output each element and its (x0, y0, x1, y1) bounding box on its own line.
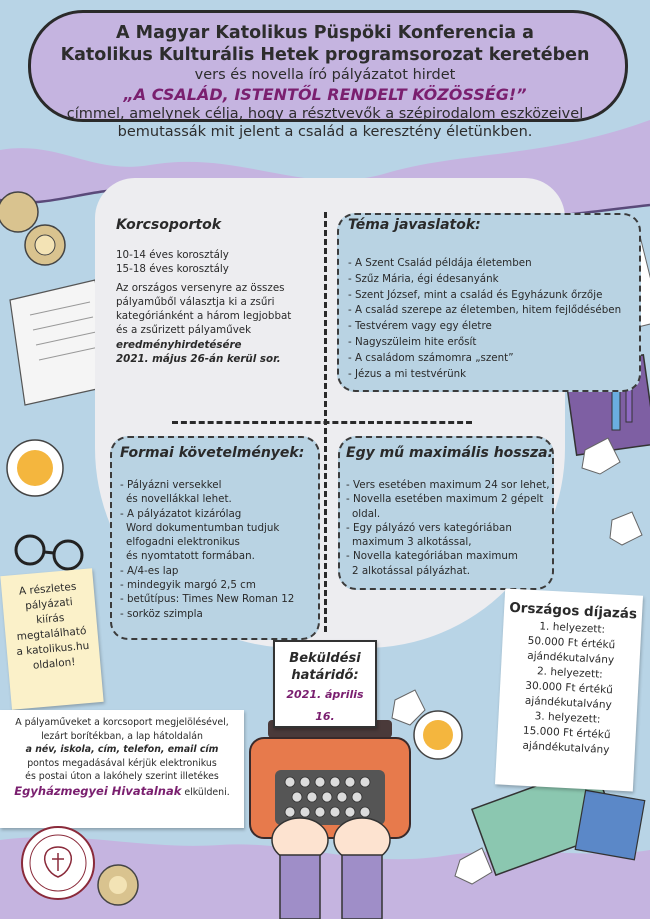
bekuldes-hivatal: Egyházmegyei Hivatalnak (14, 783, 182, 798)
hatarido-date: 2021. április 16. (286, 688, 364, 723)
korcsoportok-desc-2: pályaműből választja ki a zsűri (116, 295, 275, 308)
hossz-item-6: - Novella kategóriában maximum (346, 550, 518, 563)
hossz-item-1: - Vers esetében maximum 24 sor lehet, (346, 479, 550, 491)
hatarido-title1: Beküldési (289, 651, 361, 666)
hossz-item-3: oldal. (352, 507, 381, 520)
header-line4: címmel, amelynek célja, hogy a résztvevők a szépirodalom eszközeivel (66, 106, 584, 122)
formai-item-5: elfogadni elektronikus (126, 536, 240, 549)
formai-title: Formai követelmények: (120, 445, 305, 461)
dijazas-line1: 1. helyezett: (539, 620, 606, 636)
header-line5: bemutassák mit jelent a család a keresztény életünkben. (117, 124, 533, 140)
header-line1: A Magyar Katolikus Püspöki Konferencia a (116, 23, 534, 43)
hossz-item-7: 2 alkotással pályázhat. (352, 564, 471, 577)
hossz-item-2: - Novella esetében maximum 2 gépelt (346, 493, 544, 506)
reszletes-line4: megtalálható (16, 624, 87, 644)
hossz-item-5: maximum 3 alkotással, (352, 536, 472, 549)
hatarido-note (273, 640, 377, 728)
dijazas-line7: 3. helyezett: (534, 710, 601, 726)
bekuldes-line1: A pályaműveket a korcsoport megjelölésével, (15, 717, 229, 728)
korcsoportok-desc-1: Az országos versenyre az összes (116, 281, 285, 294)
korcsoportok-section (116, 216, 316, 366)
bekuldes-line3: a név, iskola, cím, telefon, email cím (25, 744, 219, 755)
bekuldes-line6-wrap (0, 784, 244, 800)
reszletes-line1: A részletes (18, 580, 77, 598)
age-group-2: 15-18 éves korosztály (116, 263, 229, 276)
hatarido-title2: határidő: (291, 668, 359, 683)
tema-item-2: - Szűz Mária, égi édesanyánk (348, 272, 499, 285)
formai-item-3: - A pályázatot kizárólag (120, 507, 242, 520)
korcsoportok-desc-4: és a zsűrizett pályaművek (116, 324, 252, 337)
dijazas-line3: ajándékutalvány (526, 649, 615, 667)
tema-item-4: - A család szerepe az életemben, hitem fejlődésében (348, 304, 622, 317)
dijazas-line9: ajándékutalvány (522, 739, 610, 757)
tema-title: Téma javaslatok: (348, 217, 481, 233)
formai-item-6: és nyomtatott formában. (126, 550, 255, 563)
hossz-item-4: - Egy pályázó vers kategóriában (346, 521, 512, 534)
dijazas-line8: 15.000 Ft értékű (522, 724, 611, 742)
korcsoportok-desc-3: kategóriánként a három legjobbat (116, 310, 292, 323)
dijazas-title: Országos díjazás (508, 599, 638, 623)
tema-item-8: - Jézus a mi testvérünk (348, 367, 467, 380)
reszletes-line6: oldalon! (32, 656, 76, 672)
result-date: 2021. május 26-án (116, 353, 224, 366)
tema-section (348, 216, 633, 382)
header-line2: Katolikus Kulturális Hetek programsorozat keretében (60, 45, 590, 65)
bekuldes-line2: lezárt borítékban, a lap hátoldalán (41, 730, 203, 742)
result-em: eredményhirdetésére (116, 338, 242, 351)
tema-item-3: - Szent József, mint a család és Egyházunk őrzője (348, 288, 603, 301)
hossz-section (346, 444, 556, 578)
header-line3: vers és novella író pályázatot hirdet (194, 67, 456, 83)
dijazas-line4: 2. helyezett: (536, 665, 604, 681)
dijazas-line5: 30.000 Ft értékű (525, 679, 614, 697)
dijazas-line6: ajándékutalvány (524, 694, 613, 712)
bekuldes-line4: pontos megadásával kérjük elektronikus (27, 757, 217, 769)
reszletes-line5: a katolikus.hu (15, 639, 90, 659)
formai-item-4: Word dokumentumban tudjuk (126, 521, 280, 534)
age-group-1: 10-14 éves korosztály (116, 249, 229, 261)
result-date-line (116, 352, 316, 366)
reszletes-note (0, 568, 103, 710)
divider-horizontal (172, 421, 472, 424)
tema-item-6: - Nagyszüleim hite erősít (348, 335, 477, 348)
korcsoportok-title: Korcsoportok (116, 217, 222, 233)
bekuldes-line7: elküldeni. (184, 786, 230, 798)
formai-item-9: - betűtípus: Times New Roman 12 (120, 593, 295, 606)
formai-item-10: - sorköz szimpla (120, 607, 203, 620)
formai-item-1: - Pályázni versekkel (120, 479, 222, 491)
tema-item-1: - A Szent Család példája életemben (348, 257, 532, 269)
dijazas-note (495, 589, 643, 792)
hossz-title: Egy mű maximális hossza: (346, 445, 554, 461)
reszletes-line2: pályázati (24, 596, 74, 613)
tema-item-7: - A családom számomra „szent” (348, 351, 514, 364)
header-text (10, 22, 640, 141)
tema-item-5: - Testvérem vagy egy életre (348, 320, 492, 333)
formai-item-8: - mindegyik margó 2,5 cm (120, 579, 256, 592)
header-quote: „A CSALÁD, ISTENTŐL RENDELT KÖZÖSSÉG!” (123, 85, 527, 104)
conference-seal-logo (20, 825, 96, 901)
formai-item-7: - A/4-es lap (120, 564, 179, 577)
bekuldes-mod-note (0, 710, 244, 828)
formai-item-2: és novellákkal lehet. (126, 493, 232, 506)
dijazas-line2: 50.000 Ft értékű (527, 634, 616, 652)
formai-section (120, 444, 320, 621)
result-end: kerül sor. (226, 353, 281, 366)
reszletes-line3: kiírás (35, 611, 65, 627)
bekuldes-line5: és postai úton a lakóhely szerint illetékes (25, 771, 219, 782)
